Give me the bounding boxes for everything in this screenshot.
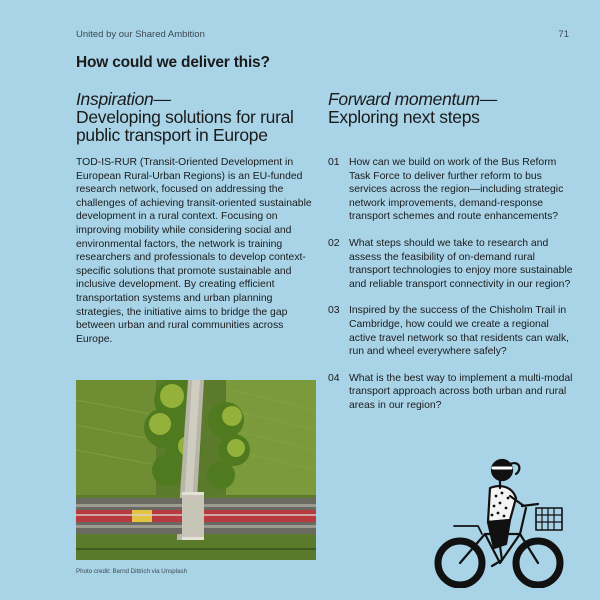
step-number: 01 <box>328 157 340 168</box>
running-title: United by our Shared Ambition <box>76 29 205 40</box>
inspiration-title: Developing solutions for rural public transport in Europe <box>76 107 294 145</box>
forward-momentum-kicker: Forward momentum— <box>328 89 497 109</box>
list-item <box>328 304 578 358</box>
photo-credit: Photo credit: Bernd Dittrich via Unsplash <box>76 568 188 575</box>
list-item <box>328 156 578 224</box>
cyclist-illustration <box>430 448 580 588</box>
forward-momentum-heading <box>328 90 578 126</box>
step-text: Inspired by the success of the Chisholm Trail in Cambridge, how could we create a regional active travel network so that residents can walk, run and wheel everywhere safely? <box>349 305 570 358</box>
inspiration-heading <box>76 90 316 144</box>
inspiration-kicker: Inspiration— <box>76 89 171 109</box>
page-number: 71 <box>558 29 569 40</box>
aerial-railway-photo <box>76 380 316 560</box>
step-text: How can we build on work of the Bus Reform Task Force to deliver further reform to bus services across the region—including strategic network improvements, demand-response transport schemes and route enhancements? <box>349 157 564 223</box>
step-number: 02 <box>328 237 340 249</box>
step-number: 03 <box>328 305 340 317</box>
list-item <box>328 237 578 291</box>
step-number: 04 <box>328 372 340 384</box>
step-text: What is the best way to implement a multi-modal transport approach across both urban and rural areas in our region? <box>349 372 573 411</box>
next-steps-list <box>328 156 578 413</box>
list-item <box>328 372 578 413</box>
inspiration-body: TOD-IS-RUR (Transit-Oriented Development in European Rural-Urban Regions) is an EU-funded research network, focused on addressing the challenges of achieving transit-oriented sustainable development in a rural context. Focusing on improving mobility while considering social and environmental factors, the network is training researchers and professionals to develop context-specific solutions that promote sustainable and inclusive development. By creating efficient transportation systems and urban planning strategies, the initiative aims to bridge the gap between urban and rural communities across Europe. <box>76 157 312 345</box>
section-title: How could we deliver this? <box>76 54 270 71</box>
step-text: What steps should we take to research and assess the feasibility of on-demand rural transport technologies to enjoy more sustainable and reliable transport connectivity in our region? <box>349 237 573 290</box>
forward-momentum-title: Exploring next steps <box>328 107 480 127</box>
